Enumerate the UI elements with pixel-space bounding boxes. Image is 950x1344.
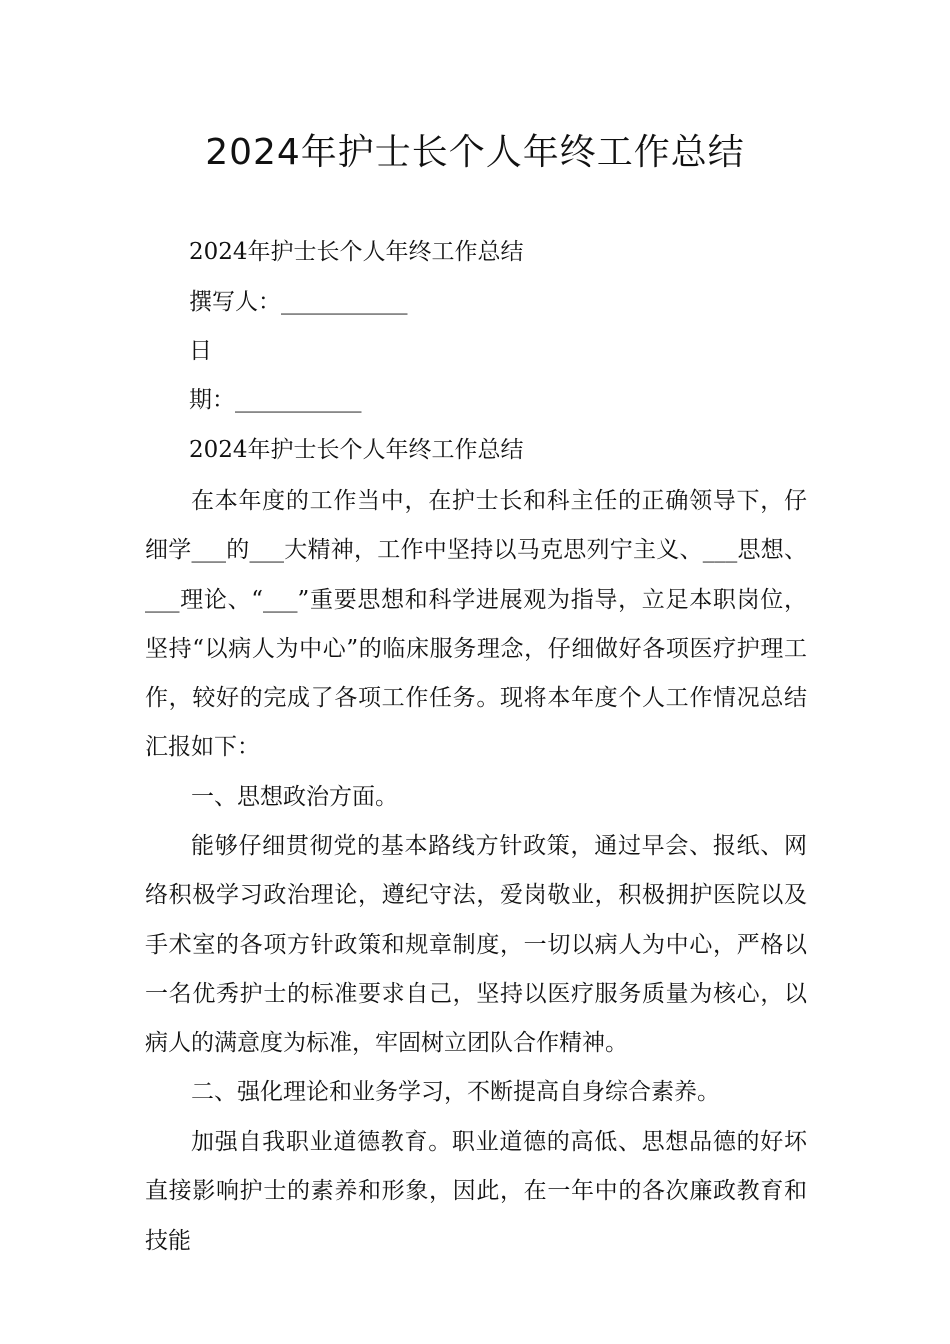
paragraph-intro: 在本年度的工作当中，在护士长和科主任的正确领导下，仔细学___的___大精神，工作中坚持以马克思列宁主义、___思想、___理论、“___”重要思想和科学进展观为指导，立足本职岗位，坚持“以病人为中心”的临床服务理念，仔细做好各项医疗护理工作，较好的完成了各项工作任务。现将本年度个人工作情况总结汇报如下： bbox=[145, 488, 807, 761]
document-title: 2024年护士长个人年终工作总结 bbox=[205, 132, 745, 173]
document-subtitle: 2024年护士长个人年终工作总结 bbox=[189, 239, 524, 265]
repeat-title: 2024年护士长个人年终工作总结 bbox=[189, 437, 524, 463]
section-heading-politics: 一、思想政治方面。 bbox=[191, 784, 398, 810]
date-line-value: 期：___________ bbox=[189, 387, 362, 413]
paragraph-ethics: 加强自我职业道德教育。职业道德的高低、思想品德的好坏直接影响护士的素养和形象，因此，在一年中的各次廉政教育和技能 bbox=[145, 1129, 807, 1254]
author-line: 撰写人：___________ bbox=[189, 289, 408, 315]
section-heading-study: 二、强化理论和业务学习，不断提高自身综合素养。 bbox=[191, 1079, 720, 1105]
paragraph-politics: 能够仔细贯彻党的基本路线方针政策，通过早会、报纸、网络积极学习政治理论，遵纪守法，爱岗敬业，积极拥护医院以及手术室的各项方针政策和规章制度，一切以病人为中心，严格以一名优秀护士的标准要求自己，坚持以医疗服务质量为核心，以病人的满意度为标准，牢固树立团队合作精神。 bbox=[145, 833, 807, 1057]
date-line-label: 日 bbox=[189, 338, 212, 364]
